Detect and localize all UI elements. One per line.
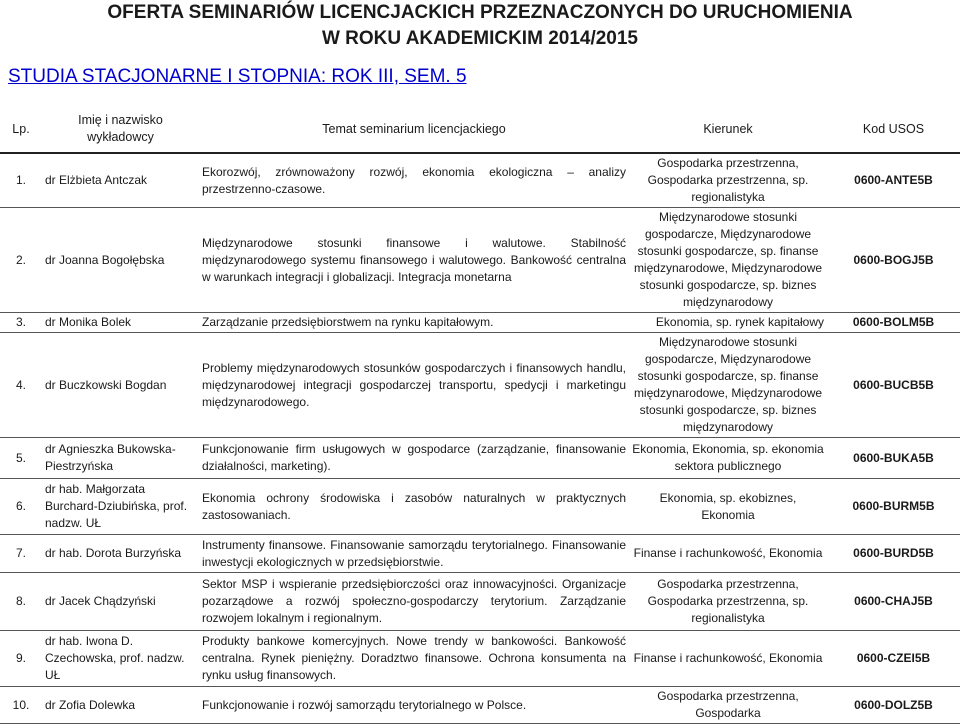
- row-lp: 9.: [15, 651, 26, 665]
- row-direction: Gospodarka przestrzenna, Gospodarka: [657, 689, 799, 720]
- row-lecturer: dr Monika Bolek: [45, 315, 132, 329]
- row-code: 0600-CHAJ5B: [854, 594, 933, 608]
- column-header-code: Kod USOS: [862, 121, 925, 136]
- row-lecturer: dr hab. Małgorzata Burchard-Dziubińska, prof. nadzw. UŁ: [45, 482, 188, 530]
- row-topic: Funkcjonowanie firm usługowych w gospodarce (zarządzanie, finansowanie działalności, marketing).: [202, 442, 626, 473]
- row-topic: Problemy międzynarodowych stosunków gospodarczych i finansowych handlu, międzynarodowej integracji gospodarczej transportu, spedycji i marketingu międzynarodowego.: [202, 360, 626, 409]
- column-header-name: Imię i nazwisko wykładowcy: [78, 113, 163, 144]
- row-topic: Sektor MSP i wspieranie przedsiębiorczości oraz innowacyjności. Organizacje pozarządowe a rozwój społeczno-gospodarczy terytorium. Zarządzanie rozwojem lokalnym i regionalnym.: [202, 577, 626, 625]
- table-row: [0, 535, 960, 573]
- row-topic: Instrumenty finansowe. Finansowanie samorządu terytorialnego. Finansowanie inwestycji ekologicznych w przedsiębiorstwie.: [202, 537, 626, 569]
- row-code: 0600-BOLM5B: [852, 315, 935, 329]
- row-lecturer: dr Jacek Chądzyński: [45, 594, 156, 608]
- row-direction: Międzynarodowe stosunki gospodarcze, Międzynarodowe stosunki gospodarcze, sp. finanse międzynarodowe, Międzynarodowe stosunki gospodarcze, sp. biznes międzynarodowy: [633, 210, 823, 309]
- table-row: [0, 438, 960, 479]
- row-topic: Międzynarodowe stosunki finansowe i walutowe. Stabilność międzynarodowego systemu finansowego i walutowego. Bankowość centralna w warunkach integracji i globalizacji. Integracja monetarna: [202, 235, 626, 284]
- row-lp: 6.: [15, 499, 26, 513]
- row-code: 0600-BUCB5B: [853, 377, 934, 392]
- seminar-table: [0, 106, 960, 724]
- row-lecturer: dr hab. Iwona D. Czechowska, prof. nadzw. UŁ: [45, 634, 185, 682]
- row-topic: Funkcjonowanie i rozwój samorządu terytorialnego w Polsce.: [202, 697, 527, 712]
- row-code: 0600-BOGJ5B: [853, 252, 934, 267]
- page-title: OFERTA SEMINARIÓW LICENCJACKICH PRZEZNACZONYCH DO URUCHOMIENIA: [107, 2, 853, 23]
- row-direction: Gospodarka przestrzenna, Gospodarka przestrzenna, sp. regionalistyka: [647, 577, 809, 625]
- row-lecturer: dr Elżbieta Antczak: [45, 173, 148, 187]
- column-header-direction: Kierunek: [703, 121, 753, 136]
- column-header-topic: Temat seminarium licencjackiego: [322, 121, 506, 136]
- row-lp: 5.: [15, 450, 26, 465]
- table-row: [0, 153, 960, 208]
- table-row: [0, 479, 960, 535]
- row-lp: 4.: [15, 377, 26, 392]
- row-lp: 2.: [15, 252, 26, 267]
- row-code: 0600-BUKA5B: [853, 450, 934, 465]
- row-lp: 1.: [15, 173, 26, 187]
- row-lp: 3.: [15, 315, 26, 329]
- row-topic: Zarządzanie przedsiębiorstwem na rynku kapitałowym.: [202, 315, 494, 329]
- row-topic: Produkty bankowe komercyjnych. Nowe trendy w bankowości. Bankowość centralna. Rynek pieniężny. Doradztwo finansowe. Ochrona konsumenta na rynku usług finansowych.: [202, 634, 626, 682]
- row-lecturer: dr hab. Dorota Burzyńska: [45, 546, 182, 560]
- row-code: 0600-ANTE5B: [854, 173, 933, 187]
- row-direction: Międzynarodowe stosunki gospodarcze, Międzynarodowe stosunki gospodarcze, sp. finanse międzynarodowe, Międzynarodowe stosunki gospodarcze, sp. biznes międzynarodowy: [633, 335, 823, 434]
- row-code: 0600-DOLZ5B: [854, 697, 933, 712]
- row-lecturer: dr Buczkowski Bogdan: [45, 377, 167, 392]
- row-lp: 8.: [15, 594, 26, 608]
- table-row: [0, 208, 960, 313]
- row-direction: Finanse i rachunkowość, Ekonomia: [633, 546, 823, 560]
- row-code: 0600-BURM5B: [852, 499, 935, 513]
- table-header-row: [0, 106, 960, 153]
- row-topic: Ekonomia ochrony środowiska i zasobów naturalnych w praktycznych zastosowaniach.: [202, 490, 626, 522]
- row-code: 0600-CZEI5B: [856, 651, 931, 665]
- row-direction: Ekonomia, sp. rynek kapitałowy: [655, 315, 824, 329]
- row-lp: 7.: [15, 546, 26, 560]
- row-code: 0600-BURD5B: [853, 546, 934, 560]
- column-header-lp: Lp.: [12, 121, 30, 136]
- table-row: [0, 631, 960, 687]
- table-row: [0, 573, 960, 631]
- row-lecturer: dr Joanna Bogołębska: [45, 252, 165, 267]
- section-subtitle-link[interactable]: STUDIA STACJONARNE I STOPNIA: ROK III, SEM. 5: [8, 66, 467, 87]
- row-lp: 10.: [12, 697, 30, 712]
- page-title-line2: W ROKU AKADEMICKIM 2014/2015: [321, 28, 639, 49]
- row-direction: Ekonomia, sp. ekobiznes, Ekonomia: [659, 490, 797, 522]
- table-row: [0, 333, 960, 438]
- row-direction: Gospodarka przestrzenna, Gospodarka przestrzenna, sp. regionalistyka: [647, 156, 809, 204]
- row-lecturer: dr Agnieszka Bukowska-Piestrzyńska: [45, 442, 176, 473]
- row-direction: Ekonomia, Ekonomia, sp. ekonomia sektora publicznego: [632, 442, 824, 473]
- table-row: [0, 687, 960, 724]
- row-topic: Ekorozwój, zrównoważony rozwój, ekonomia ekologiczna – analizy przestrzenno-czasowe.: [202, 164, 626, 196]
- row-lecturer: dr Zofia Dolewka: [45, 697, 136, 712]
- table-row: [0, 313, 960, 333]
- row-direction: Finanse i rachunkowość, Ekonomia: [633, 651, 823, 665]
